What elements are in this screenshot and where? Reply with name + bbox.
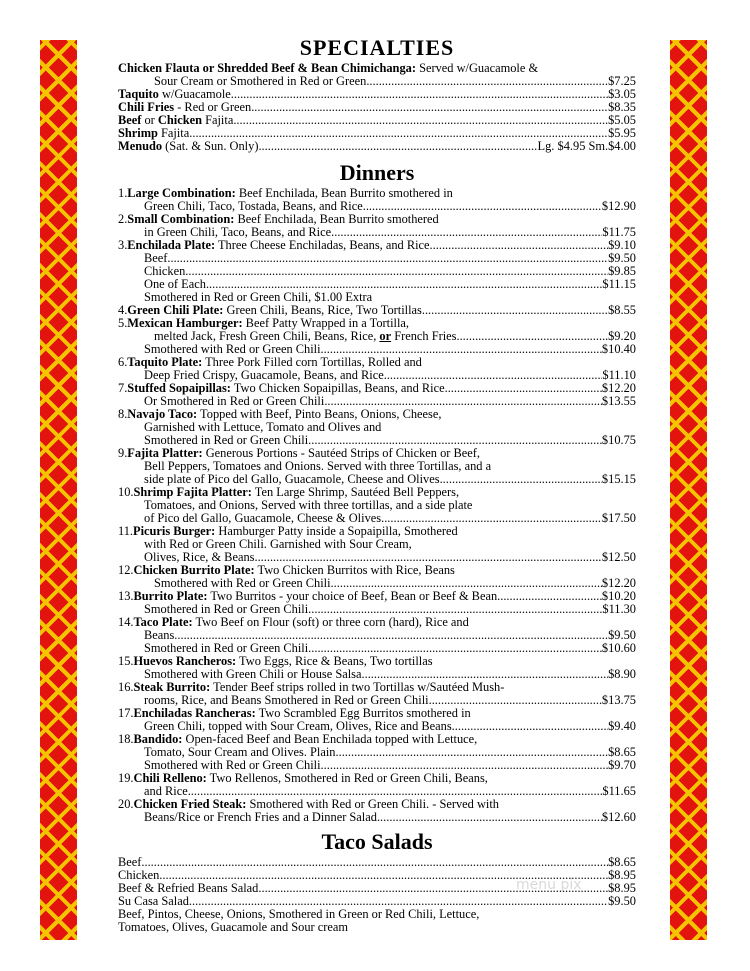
item-number: 8. [118,407,128,421]
item-price: $9.70 [608,758,636,772]
item-desc: Two Burritos - your choice of Beef, Bean or Beef & Bean [207,589,498,603]
item-desc-line: Smothered with Red or Green Chili [144,342,321,356]
item-price: $9.85 [608,264,636,278]
item-name: Navajo Taco: [127,407,198,421]
item-desc-line: French Fries [391,329,457,343]
item-desc-line: Beans [144,628,175,642]
item-desc: w/Guacamole [158,87,231,101]
item-desc-line: melted Jack, Fresh Green Chili, Beans, Rice, [154,329,380,343]
item-desc-line: and Rice [144,784,188,798]
item-price: $5.05 [608,113,636,127]
item-name: Chili Relleno: [133,771,207,785]
item-name: Beef [118,113,142,127]
item-desc-line: Deep Fried Crispy, Guacamole, Beans, and Rice [144,368,384,382]
item-desc: Hamburger Patty inside a Sopaipilla, Smothered [215,524,458,538]
item-number: 3. [118,238,128,252]
item-desc-line: side plate of Pico del Gallo, Guacamole, Cheese and Olives [144,472,440,486]
item-number: 17. [118,706,134,720]
item-price: $8.35 [608,100,636,114]
item-name: Chicken Flauta or Shredded Beef & Bean Chimichanga: [118,61,416,75]
dinner-item [118,486,636,525]
item-price: $10.75 [601,433,636,447]
item-desc: Generous Portions - Sautéed Strips of Chicken or Beef, [202,446,481,460]
item-conjunction: or [141,113,158,127]
item-price: $8.65 [608,745,636,759]
item-desc-line: Tomatoes, and Onions, Served with three tortillas, and a side plate [144,498,473,512]
item-desc-line: Tomato, Sour Cream and Olives. Plain [144,745,336,759]
item-desc-line: in Green Chili, Taco, Beans, and Rice [144,225,332,239]
item-option: Beef [144,251,168,265]
item-name: Enchiladas Rancheras: [133,706,256,720]
item-price: $8.65 [608,855,636,869]
item-desc-line: Green Chili, topped with Sour Cream, Olives, Rice and Beans [144,719,452,733]
item-number: 20. [118,797,134,811]
item-number: 2. [118,212,128,226]
item-number: 16. [118,680,134,694]
menu-item-flauta [118,62,636,88]
item-name: Menudo [118,139,163,153]
item-price: $11.75 [602,225,636,239]
item-desc: Fajita [157,126,190,140]
item-desc-line: Garnished with Lettuce, Tomato and Olives and [144,420,382,434]
item-name: Fajita Platter: [127,446,203,460]
item-name: Large Combination: [127,186,236,200]
item-desc-line: Smothered in Red or Green Chili [144,602,309,616]
item-price: $9.50 [608,628,636,642]
item-number: 5. [118,316,128,330]
item-name: Bandido: [133,732,183,746]
item-price: $8.55 [608,303,636,317]
item-price: $12.60 [601,810,636,824]
dinner-item [118,655,636,681]
item-price: $13.55 [601,394,636,408]
dinner-item [118,187,636,213]
dinner-item [118,382,636,408]
item-desc: Beef Enchilada, Bean Burrito smothered [234,212,439,226]
item-desc: Served w/Guacamole & [415,61,539,75]
item-number: 14. [118,615,134,629]
item-desc: Topped with Beef, Pinto Beans, Onions, Cheese, [197,407,442,421]
item-name: Chicken [118,868,160,882]
item-number: 11. [118,524,134,538]
dinner-item [118,798,636,824]
item-desc-line: Sour Cream or Smothered in Red or Green [154,74,367,88]
item-price: $17.50 [601,511,636,525]
dinner-item [118,239,636,304]
dinner-item [118,733,636,772]
item-desc: Ten Large Shrimp, Sautéed Bell Peppers, [251,485,460,499]
item-price: $15.15 [601,472,636,486]
dinner-item [118,707,636,733]
item-name: Taco Plate: [133,615,193,629]
item-number: 18. [118,732,134,746]
decorative-border-right [670,40,707,940]
item-desc-line: Smothered in Red or Green Chili [144,641,309,655]
item-name: Chicken Fried Steak: [133,797,247,811]
item-price: $8.95 [608,868,636,882]
item-number: 12. [118,563,134,577]
watermark: menu pix [516,877,582,893]
dinners-heading: Dinners [339,160,415,185]
item-desc-line: Green Chili, Taco, Tostada, Beans, and Rice [144,199,363,213]
item-desc: (Sat. & Sun. Only) [162,139,259,153]
item-number: 1. [118,186,128,200]
item-price: $12.20 [601,381,636,395]
item-number: 7. [118,381,128,395]
item-name: Shrimp Fajita Platter: [133,485,252,499]
item-name: Su Casa Salad [118,894,189,908]
item-desc: Beef Patty Wrapped in a Tortilla, [242,316,410,330]
item-desc-line: Olives, Rice, & Beans [144,550,255,564]
item-desc-line: Smothered with Red or Green Chili [154,576,331,590]
item-number: 19. [118,771,134,785]
item-desc: Smothered with Red or Green Chili. - Served with [246,797,499,811]
item-name: Beef & Refried Beans Salad [118,881,259,895]
item-name: Chili Fries [118,100,175,114]
item-desc: Two Beef on Flour (soft) or three corn (hard), Rice and [192,615,469,629]
item-number: 13. [118,589,134,603]
item-desc: Beef Enchilada, Bean Burrito smothered in [235,186,453,200]
item-name: Picuris Burger: [133,524,216,538]
item-desc: Two Eggs, Rice & Beans, Two tortillas [236,654,433,668]
item-price: Lg. $4.95 Sm.$4.00 [537,139,636,153]
item-name: Small Combination: [127,212,235,226]
dinner-item [118,408,636,447]
menu-page [118,34,636,934]
dinner-item [118,525,636,564]
item-price: $10.60 [601,641,636,655]
dinner-item [118,317,636,356]
item-desc: Fajita [202,113,234,127]
item-number: 6. [118,355,128,369]
item-desc: Two Chicken Sopaipillas, Beans, and Rice [230,381,445,395]
item-price: $8.90 [608,667,636,681]
item-price: $9.20 [608,329,636,343]
item-price: $8.95 [608,881,636,895]
item-price: $9.50 [608,251,636,265]
item-desc-line: Bell Peppers, Tomatoes and Onions. Served with three Tortillas, and a [144,459,492,473]
item-price: $9.40 [608,719,636,733]
dinner-item [118,772,636,798]
item-name: Burrito Plate: [133,589,208,603]
salad-description: Tomatoes, Olives, Guacamole and Sour cream [118,920,349,934]
item-name: Chicken Burrito Plate: [133,563,255,577]
item-desc: Three Pork Filled corn Tortillas, Rolled and [202,355,422,369]
decorative-border-left [40,40,77,940]
item-price: $7.25 [608,74,636,88]
menu-item-menudo [118,140,636,153]
item-price: $11.30 [602,602,636,616]
item-desc-line: rooms, Rice, and Beans Smothered in Red or Green Chili [144,693,429,707]
item-number: 4. [118,303,128,317]
dinner-item [118,213,636,239]
item-price: $12.50 [601,550,636,564]
item-desc-line: Beans/Rice or French Fries and a Dinner Salad [144,810,377,824]
item-price: $11.10 [602,368,636,382]
item-name: Mexican Hamburger: [127,316,243,330]
item-price: $10.40 [601,342,636,356]
item-note: Smothered in Red or Green Chili, $1.00 Extra [144,290,373,304]
item-or: or [379,329,392,343]
item-desc-line: Smothered in Red or Green Chili [144,433,309,447]
dinner-item [118,447,636,486]
item-option: One of Each [144,277,206,291]
item-price: $12.90 [601,199,636,213]
item-number: 10. [118,485,134,499]
item-price: $5.95 [608,126,636,140]
item-desc: Three Cheese Enchiladas, Beans, and Rice [215,238,430,252]
item-name: Beef [118,855,142,869]
item-desc: Open-faced Beef and Bean Enchilada topped with Lettuce, [182,732,478,746]
item-price: $12.20 [601,576,636,590]
item-price: $11.65 [602,784,636,798]
item-desc-line: Or Smothered in Red or Green Chili [144,394,325,408]
item-name: Huevos Rancheros: [133,654,237,668]
salad-item [118,856,636,869]
item-price: $9.10 [608,238,636,252]
item-name: Taquito [118,87,159,101]
item-number: 9. [118,446,128,460]
item-desc-line: of Pico del Gallo, Guacamole, Cheese & Olives [144,511,382,525]
specialties-heading: SPECIALTIES [299,35,455,60]
item-desc: Two Chicken Burritos with Rice, Beans [254,563,455,577]
item-price: $13.75 [601,693,636,707]
item-desc: Two Scrambled Egg Burritos smothered in [255,706,471,720]
dinner-item [118,356,636,382]
item-name: Stuffed Sopaipillas: [127,381,231,395]
item-desc: - Red or Green [174,100,252,114]
dinner-item [118,590,636,616]
item-price: $10.20 [601,589,636,603]
item-name: Green Chili Plate: [127,303,224,317]
item-price: $3.05 [608,87,636,101]
item-desc: Tender Beef strips rolled in two Tortillas w/Sautéed Mush- [210,680,505,694]
item-name: Taquito Plate: [127,355,203,369]
item-desc-line: Smothered with Green Chili or House Salsa [144,667,362,681]
item-name-alt: Chicken [157,113,202,127]
dinner-item [118,564,636,590]
item-number: 15. [118,654,134,668]
menu-item-fajita [118,114,636,127]
item-name: Shrimp [118,126,158,140]
item-price: $9.50 [608,894,636,908]
taco-salads-heading: Taco Salads [321,829,433,854]
dinner-item [118,616,636,655]
dinner-item [118,681,636,707]
item-desc-line: with Red or Green Chili. Garnished with Sour Cream, [144,537,412,551]
item-option: Chicken [144,264,186,278]
item-desc: Green Chili, Beans, Rice, Two Tortillas [223,303,422,317]
item-name: Steak Burrito: [133,680,211,694]
item-desc: Two Rellenos, Smothered in Red or Green Chili, Beans, [206,771,488,785]
item-desc-line: Smothered with Red or Green Chili [144,758,321,772]
item-price: $11.15 [602,277,636,291]
salad-description: Beef, Pintos, Cheese, Onions, Smothered in Green or Red Chili, Lettuce, [118,907,480,921]
item-name: Enchilada Plate: [127,238,216,252]
